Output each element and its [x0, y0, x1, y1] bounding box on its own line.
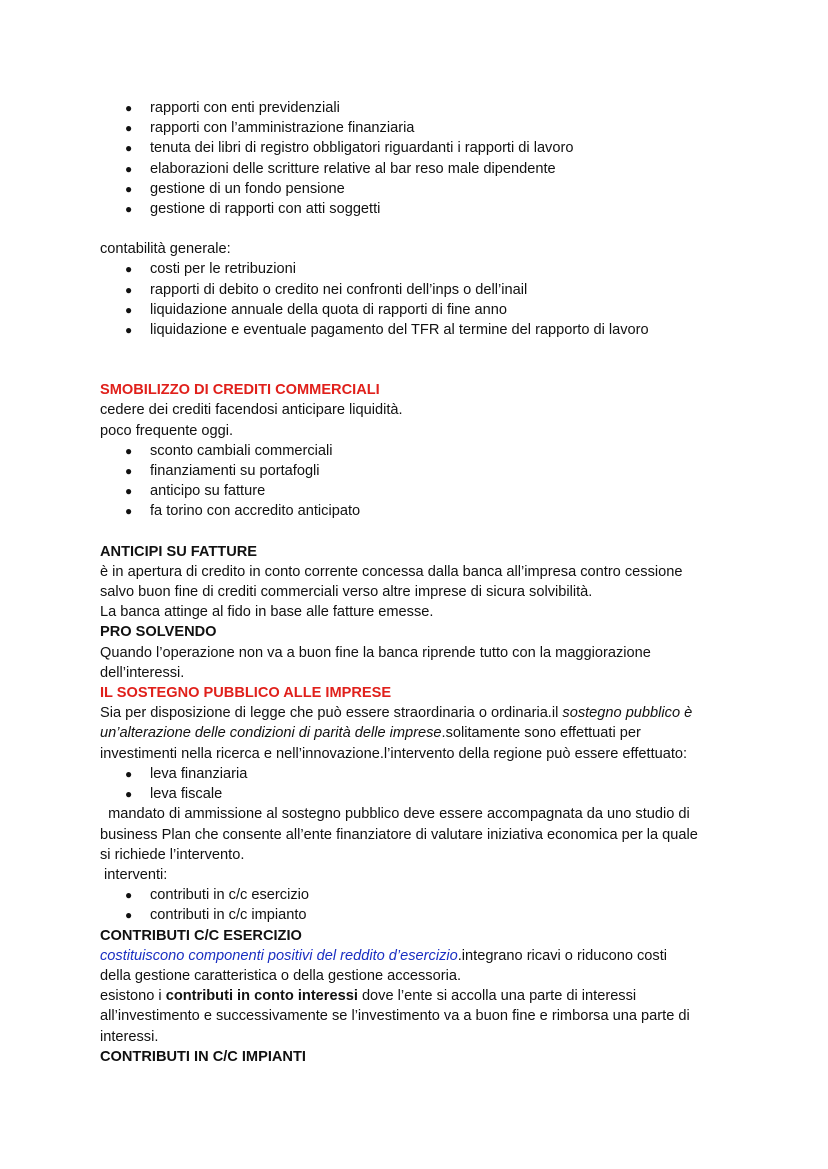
- bullet-icon: ●: [125, 443, 133, 458]
- list-item: ● elaborazioni delle scritture relative al bar reso male dipendente: [100, 159, 730, 179]
- bullet-icon: ●: [125, 101, 133, 115]
- mandato-line: mandato di ammissione al sostegno pubblico deve essere accompagnata da uno studio di: [100, 806, 690, 823]
- list-item: ● rapporti di debito o credito nei confronti dell’inps o dell’inail: [100, 280, 730, 300]
- highlight-blue-text: costituiscono componenti positivi del reddito d’esercizio: [100, 947, 458, 964]
- list-item: ● finanziamenti su portafogli: [100, 461, 730, 481]
- smobilizzo-line: poco frequente oggi.: [100, 422, 234, 439]
- heading-anticipi: ANTICIPI SU FATTURE: [100, 543, 258, 560]
- bullet-icon: ●: [125, 262, 133, 277]
- bold-term: contributi in conto interessi: [165, 988, 358, 1005]
- list-item: ● rapporti con enti previdenziali: [100, 98, 730, 118]
- anticipi-line: è in apertura di credito in conto corrente concessa dalla banca all’impresa contro cessione: [100, 563, 683, 580]
- bullet-list-leve: [100, 764, 730, 804]
- list-item: ● contributi in c/c esercizio: [100, 885, 730, 905]
- bullet-icon: ●: [125, 161, 133, 176]
- bullet-icon: ●: [125, 202, 133, 217]
- sostegno-line: investimenti nella ricerca e nell’innovazione.l’intervento della regione può essere effettuato:: [100, 745, 688, 762]
- bullet-icon: ●: [125, 141, 133, 156]
- list-item: ● costi per le retribuzioni: [100, 259, 730, 279]
- bullet-icon: ●: [125, 121, 133, 136]
- sostegno-line: un’alterazione delle condizioni di parità delle imprese.solitamente sono effettuati per: [100, 725, 641, 742]
- bullet-icon: ●: [125, 908, 133, 923]
- bullet-icon: ●: [125, 766, 133, 781]
- list-item: ● leva finanziaria: [100, 764, 730, 784]
- sostegno-italic: un’alterazione delle condizioni di parità delle imprese: [100, 725, 442, 742]
- bullet-list-interventi: [100, 885, 730, 925]
- contabilita-label: contabilità generale:: [100, 241, 231, 258]
- mandato-line: si richiede l’intervento.: [100, 846, 245, 863]
- anticipi-line: La banca attinge al fido in base alle fatture emesse.: [100, 604, 434, 621]
- list-item: ● tenuta dei libri di registro obbligatori riguardanti i rapporti di lavoro: [100, 138, 730, 158]
- list-item: ● rapporti con l’amministrazione finanziaria: [100, 118, 730, 138]
- list-item: ● anticipo su fatture: [100, 481, 730, 501]
- heading-contributi-impianti: CONTRIBUTI IN C/C IMPIANTI: [100, 1048, 306, 1065]
- pro-solvendo-line: Quando l’operazione non va a buon fine la banca riprende tutto con la maggiorazione: [100, 644, 651, 661]
- heading-smobilizzo: SMOBILIZZO DI CREDITI COMMERCIALI: [100, 382, 380, 399]
- list-item: ● gestione di rapporti con atti soggetti: [100, 199, 730, 219]
- esercizio-line: costituiscono componenti positivi del reddito d’esercizio.integrano ricavi o riducono costi: [100, 947, 668, 964]
- bullet-icon: ●: [125, 323, 133, 338]
- anticipi-line: salvo buon fine di crediti commerciali verso altre imprese di sicura solvibilità.: [100, 584, 593, 601]
- esercizio-line: all’investimento e successivamente se l’investimento va a buon fine e rimborsa una parte di: [100, 1008, 690, 1025]
- smobilizzo-line: cedere dei crediti facendosi anticipare liquidità.: [100, 402, 403, 419]
- document-body: [100, 98, 730, 1067]
- bullet-list-smobilizzo: [100, 441, 730, 522]
- bullet-icon: ●: [125, 181, 133, 196]
- list-item: ● liquidazione e eventuale pagamento del TFR al termine del rapporto di lavoro: [100, 320, 730, 340]
- bullet-icon: ●: [125, 302, 133, 317]
- heading-sostegno: IL SOSTEGNO PUBBLICO ALLE IMPRESE: [100, 685, 392, 702]
- bullet-icon: ●: [125, 484, 133, 499]
- list-item: ● gestione di un fondo pensione: [100, 179, 730, 199]
- list-item: ● contributi in c/c impianto: [100, 905, 730, 925]
- interventi-label: interventi:: [100, 866, 168, 883]
- list-item: ● sconto cambiali commerciali: [100, 441, 730, 461]
- bullet-list-contabilita: [100, 259, 730, 340]
- sostegno-italic: sostegno pubblico è: [562, 705, 693, 722]
- sostegno-line: Sia per disposizione di legge che può essere straordinaria o ordinaria.il sostegno pubblico è: [100, 705, 693, 722]
- bullet-icon: ●: [125, 464, 133, 479]
- esercizio-line: della gestione caratteristica o della gestione accessoria.: [100, 967, 461, 984]
- bullet-icon: ●: [125, 787, 133, 802]
- bullet-icon: ●: [125, 888, 133, 903]
- pro-solvendo-line: dell’interessi.: [100, 664, 185, 681]
- list-item: ● fa torino con accredito anticipato: [100, 501, 730, 521]
- bullet-icon: ●: [125, 504, 133, 519]
- list-item: ● liquidazione annuale della quota di rapporti di fine anno: [100, 300, 730, 320]
- esercizio-line: esistono i contributi in conto interessi dove l’ente si accolla una parte di interessi: [100, 988, 637, 1005]
- heading-contributi-esercizio: CONTRIBUTI C/C ESERCIZIO: [100, 927, 302, 944]
- list-item: ● leva fiscale: [100, 784, 730, 804]
- heading-pro-solvendo: PRO SOLVENDO: [100, 624, 217, 641]
- esercizio-line: interessi.: [100, 1028, 159, 1045]
- mandato-line: business Plan che consente all’ente finanziatore di valutare iniziativa economica per la quale: [100, 826, 698, 843]
- bullet-list-rapporti: [100, 98, 730, 219]
- bullet-icon: ●: [125, 282, 133, 297]
